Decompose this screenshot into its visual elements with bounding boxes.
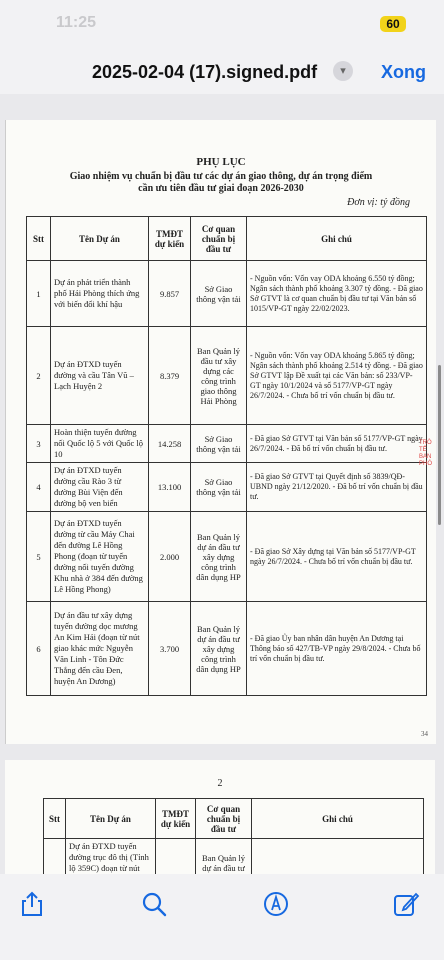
row-name: Dự án ĐTXD tuyến đường và cầu Tân Vũ – Lạch Huyện 2 (51, 327, 149, 425)
share-icon[interactable] (18, 890, 46, 918)
table-row (27, 327, 427, 425)
appendix-heading: PHỤ LỤC (196, 156, 246, 168)
markup-icon[interactable] (262, 890, 290, 918)
row-stt: 1 (27, 261, 51, 327)
row-note: - Đã giao Sở GTVT tại Quyết định số 3839/QĐ-UBND ngày 21/12/2020. - Đã bố trí vốn chuẩn bị đầu tư. (247, 463, 427, 512)
row-agency: Sở Giao thông vận tải (191, 425, 247, 463)
row-note: - Đã giao Sở Xây dựng tại Văn bản số 5177/VP-GT ngày 26/7/2024. - Chưa bố trí vốn chuẩn bị đầu tư. (247, 512, 427, 602)
row-name: Hoàn thiện tuyến đường nối Quốc lộ 5 với Quốc lộ 10 (51, 425, 149, 463)
row-stt: 2 (27, 327, 51, 425)
project-table (26, 216, 427, 696)
col-name: Tên Dự án (66, 799, 156, 839)
done-button[interactable]: Xong (381, 62, 426, 82)
row-agency: Sở Giao thông vận tải (191, 463, 247, 512)
row-stt: 4 (27, 463, 51, 512)
bottom-toolbar (0, 874, 444, 960)
col-name: Tên Dự án (51, 217, 149, 261)
appendix-subtitle-1: Giao nhiệm vụ chuẩn bị đầu tư các dự án giao thông, dự án trọng điểm (69, 171, 373, 182)
col-tmdt: TMĐT dự kiến (149, 217, 191, 261)
status-bar (0, 0, 444, 44)
row-stt: 5 (27, 512, 51, 602)
col-stt: Stt (44, 799, 66, 839)
row-tmdt: 9.857 (149, 261, 191, 327)
row-tmdt: 3.700 (149, 602, 191, 696)
row-tmdt: 14.258 (149, 425, 191, 463)
row-tmdt: 13.100 (149, 463, 191, 512)
table-row (27, 512, 427, 602)
row-name: Dự án ĐTXD tuyến đường trục đô thị (Tỉnh lộ 359C) đoạn từ nút (66, 839, 156, 888)
col-agency: Cơ quan chuẩn bị đầu tư (196, 799, 252, 839)
document-title[interactable]: 2025-02-04 (17).signed.pdf (92, 62, 318, 82)
row-tmdt: 2.000 (149, 512, 191, 602)
appendix-subtitle-2: cần ưu tiên đầu tư giai đoạn 2026-2030 (138, 183, 304, 194)
row-note: - Nguồn vốn: Vốn vay ODA khoảng 5.865 tỷ đồng; Ngân sách thành phố khoảng 2.514 tỷ đồng. - Đã giao Sở GTVT lập Đề xuất tại các Văn bản: số 233/VP-GT ngày 10/1/2024 và số 5177/VP-GT ngày 26/7/2024. - Chưa bố trí vốn chuẩn bị đầu tư. (247, 327, 427, 425)
chevron-down-icon[interactable]: ▾ (333, 61, 353, 81)
table-row (27, 261, 427, 327)
scrollbar[interactable] (438, 365, 441, 525)
unit-label: Đơn vị: tỷ đồng (347, 197, 410, 208)
document-header (0, 52, 444, 92)
col-stt: Stt (27, 217, 51, 261)
page-2-number: 2 (217, 778, 223, 789)
row-agency: Ban Quản lý dự án đầu tư xây dựng công trình dân dụng HP (191, 602, 247, 696)
table-header-row (27, 217, 427, 261)
col-agency: Cơ quan chuẩn bị đầu tư (191, 217, 247, 261)
pdf-page-1 (5, 120, 436, 744)
page-number: 34 (421, 730, 428, 738)
table-row (27, 425, 427, 463)
row-agency: Ban Quản lý đầu tư xây dựng các công trình giao thông Hải Phòng (191, 327, 247, 425)
table-header-row (44, 799, 424, 839)
row-name: Dự án đầu tư xây dựng tuyến đường dọc mương An Kim Hải (đoạn từ nút giao khác mức Nguyễn Văn Linh - Tôn Đức Thắng đến cầu Đen, huyện An Dương) (51, 602, 149, 696)
row-name: Dự án phát triển thành phố Hải Phòng thích ứng với biến đổi khí hậu (51, 261, 149, 327)
row-note: - Đã giao Sở GTVT tại Văn bản số 5177/VP-GT ngày 26/7/2024. - Đã bố trí vốn chuẩn bị đầu tư. (247, 425, 427, 463)
table-row (27, 602, 427, 696)
edit-icon[interactable] (392, 890, 420, 918)
row-tmdt: 8.379 (149, 327, 191, 425)
col-note: Ghi chú (247, 217, 427, 261)
col-tmdt: TMĐT dự kiến (156, 799, 196, 839)
row-name: Dự án ĐTXD tuyến đường cầu Rào 3 từ đường Bùi Viện đến đường bộ ven biển (51, 463, 149, 512)
row-stt: 3 (27, 425, 51, 463)
pdf-page-2 (5, 760, 435, 874)
status-time: 11:25 (56, 14, 97, 31)
red-stamp: TRÒ TẾ BAN PHÓ (419, 440, 433, 467)
col-note: Ghi chú (252, 799, 424, 839)
row-note: - Đã giao Ủy ban nhân dân huyện An Dương tại Thông báo số 427/TB-VP ngày 29/8/2024. - Chưa bố trí vốn chuẩn bị đầu tư. (247, 602, 427, 696)
row-agency: Ban Quản lý dự án đầu tư xây dựng công trình dân dụng HP (191, 512, 247, 602)
search-icon[interactable] (140, 890, 168, 918)
row-name: Dự án ĐTXD tuyến đường từ cầu Máy Chai đến đường Lê Hồng Phong (đoạn từ tuyến đường nối tuyến đường Khu nhà ở 384 đến đường Lê Hồng Phong) (51, 512, 149, 602)
row-agency: Sở Giao thông vận tải (191, 261, 247, 327)
row-note: - Nguồn vốn: Vốn vay ODA khoảng 6.550 tỷ đồng; Ngân sách thành phố khoảng 3.307 tỷ đồng. - Đã giao Sở GTVT là cơ quan chuẩn bị đầu tư tại Văn bản số 1015/VP-GT ngày 22/02/2023. (247, 261, 427, 327)
row-agency: Ban Quản lý dự án đầu tư (196, 839, 252, 888)
battery-indicator: 60 (380, 16, 406, 32)
row-stt: 6 (27, 602, 51, 696)
table-row (27, 463, 427, 512)
